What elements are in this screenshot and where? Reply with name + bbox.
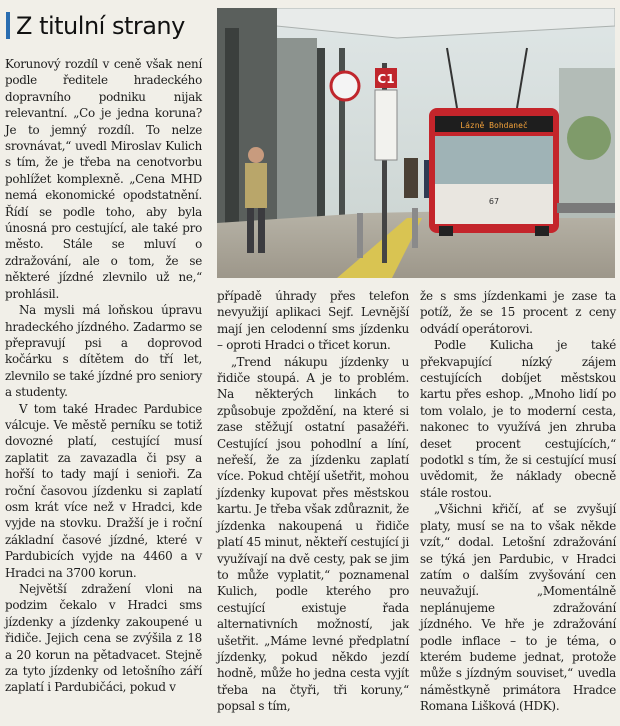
article-photo [217,8,615,278]
passenger-figure [245,163,267,208]
paragraph: Korunový rozdíl v ceně však není podle ředitele hradeckého dopravního podniku nijak relevantní. „Co je jedna koruna? Je to jemný rozdíl. To nelze srovnávat,“ uvedl Miroslav Kulich s tím, že je třeba na cenotvorbu pohlížet komplexně. „Cena MHD nemá ekonomické opodstatnění. Řídí se podle toho, aby byla únosná pro cestující, ale také pro město. Stále se mluví o zdražování, ale o tom, že se některé jízdné zlevnilo už ne,“ prohlásil. [5,57,202,301]
article-column-1 [5,56,202,696]
paragraph: případě úhrady přes telefon nevyužijí aplikaci Sejf. Levnější mají jen celodenní sms jízdenku – oproti Hradci o třicet korun. [217,289,409,353]
stop-sign-label: C1 [377,72,395,86]
paragraph: Na mysli má loňskou úpravu hradeckého jízdného. Zadarmo se přepravují psi a doprovod kočárku s dítětem do tří let, zlevnilo se také jízdné pro seniory a studenty. [5,303,202,400]
bus-destination-display: Lázně Bohdaneč [460,121,528,130]
bus-station-image [217,8,615,278]
paragraph: Největší zdražení vloni na podzim čekalo v Hradci sms jízdenky a jízdenky zakoupené u řidiče. Jejich cena se zvýšila z 18 a 20 korun na pětadvacet. Stejně za tyto jízdenky od letošního září zaplatí i Pardubičáci, pokud v [5,582,202,695]
section-header [6,8,211,44]
section-title: Z titulní strany [16,12,185,40]
paragraph: „Trend nákupu jízdenky u řidiče stoupá. A je to problém. Na některých linkách to způsobuje zpoždění, na které si zase stěžují ostatní pasažéři. Cestující jsou pohodlní a líní, neřeší, že za jízdenku zaplatí více. Pokud chtějí ušetřit, mohou jízdenky kupovat přes městskou kartu. Je třeba však zdůraznit, že jízdenka nakoupená u řidiče platí 45 minut, někteří cestující ji využívají na dvě cesty, pak se jim to může vyplatit,“ poznamenal Kulich, podle kterého pro cestující existuje řada alternativních možností, jak ušetřit. „Máme levné předplatní jízdenky, pokud někdo jezdí hodně, může ho jedna cesta vyjít třeba na čtyři, tři koruny,“ popsal s tím, [217,354,409,714]
paragraph: Podle Kulicha je také překvapující nízký zájem cestujících dobíjet městskou kartu přes eshop. „Mnoho lidí po tom volalo, je to moderní cesta, nakonec to využívá jen zhruba deset procent cestujících,“ podotkl s tím, že si cestující musí uvědomit, že náklady obecně stále rostou. [420,338,616,500]
header-accent-bar [6,12,10,39]
bus-number: 67 [488,197,500,206]
paragraph: „Všichni křičí, ať se zvyšují platy, musí se na to však někde vzít,“ dodal. Letošní zdražování se týká jen Pardubic, v Hradci zatím o dalším zvyšování cen neuvažují. „Momentálně neplánujeme zdražování jízdného. Ve hře je zdražování podle inflace – to je téma, o kterém budeme jednat, protože může s jízdným souviset,“ uvedla náměstkyně primátora Hradce Romana Lišková (HDK). [420,502,616,714]
paragraph: že s sms jízdenkami je zase ta potíž, že se 15 procent z ceny odvádí operátorovi. [420,289,616,336]
paragraph: V tom také Hradec Pardubice válcuje. Ve městě perníku se totiž dovozné platí, cestující musí zaplatit za zavazadla či psy a hořší to tady mají i senioři. Za roční časovou jízdenku si zaplatí osm krát více než v Hradci, kde vyjde na stovku. Dražší je i roční základní časové jízdné, které v Pardubicích vyjde na 4460 a v Hradci na 3700 korun. [5,401,202,580]
article-column-2 [217,288,409,715]
article-column-3 [420,288,616,715]
